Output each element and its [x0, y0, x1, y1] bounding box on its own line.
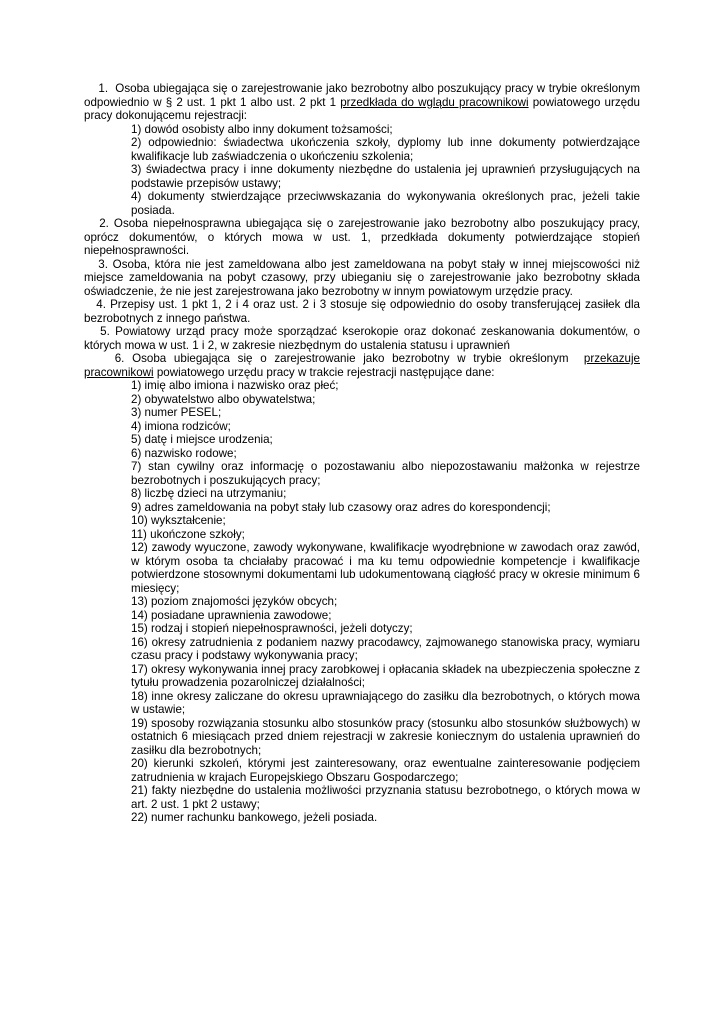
list-item: 13) poziom znajomości języków obcych;	[131, 595, 338, 608]
list-item: 1) dowód osobisty albo inny dokument tożsamości;	[131, 122, 393, 136]
list-item: 3) numer PESEL;	[131, 406, 222, 419]
paragraph-1-text-b: powiatowego urzędu pracy dokonującemu rejestracji:	[84, 95, 640, 122]
list-item: 2) obywatelstwo albo obywatelstwa;	[131, 392, 316, 406]
list-item: 10) wykształcenie;	[131, 514, 226, 527]
paragraph-1-text-a: 1. Osoba ubiegająca się o zarejestrowanie jako bezrobotny albo poszukujący pracy w trybie określonym odpowiednio w § 2 ust. 1 pkt 1 albo ust. 2 pkt 1	[84, 82, 640, 109]
list-item: 22) numer rachunku bankowego, jeżeli posiada.	[131, 811, 378, 824]
paragraph-5: 5. Powiatowy urząd pracy może sporządzać kserokopie oraz dokonać zeskanowania dokumentów, o których mowa w ust. 1 i 2, w zakresie niezbędnym do ustalenia statusu i uprawnień	[84, 325, 640, 352]
list-item: 12) zawody wyuczone, zawody wykonywane, kwalifikacje wyodrębnione w zawodach oraz zawód, w którym osoba ta chciałaby pracować i ma ku temu odpowiednie kompetencje i kwalifikacje potwierdzone stosownymi dokumentami lub udokumentowaną ciągłość pracy w okresie minimum 6 miesięcy;	[131, 541, 640, 595]
list-item: 21) fakty niezbędne do ustalenia możliwości przyznania statusu bezrobotnego, o których mowa w art. 2 ust. 1 pkt 2 ustawy;	[131, 784, 640, 811]
list-item: 4) imiona rodziców;	[131, 419, 231, 433]
list-item: 16) okresy zatrudnienia z podaniem nazwy pracodawcy, zajmowanego stanowiska pracy, wymiaru czasu pracy i podstawy wykonywania pracy;	[131, 635, 640, 662]
paragraph-1	[84, 82, 640, 123]
list-item: 8) liczbę dzieci na utrzymaniu;	[131, 487, 287, 500]
list-item: 2) odpowiednio: świadectwa ukończenia szkoły, dyplomy lub inne dokumenty potwierdzające kwalifikacje lub zaświadczenia o ukończeniu szkolenia;	[131, 136, 640, 163]
document-body	[84, 82, 640, 825]
list-item: 11) ukończone szkoły;	[131, 527, 245, 541]
list-item: 6) nazwisko rodowe;	[131, 446, 237, 460]
list-item: 4) dokumenty stwierdzające przeciwwskazania do wykonywania określonych prac, jeżeli takie posiada.	[131, 190, 640, 217]
paragraph-6	[84, 352, 640, 379]
list-item: 5) datę i miejsce urodzenia;	[131, 433, 273, 446]
list-item: 3) świadectwa pracy i inne dokumenty niezbędne do ustalenia jej uprawnień przysługujących na podstawie przepisów ustawy;	[131, 163, 640, 190]
list-item: 1) imię albo imiona i nazwisko oraz płeć;	[131, 379, 339, 392]
list-item: 15) rodzaj i stopień niepełnosprawności, jeżeli dotyczy;	[131, 622, 413, 635]
paragraph-6-text-b: powiatowego urzędu pracy w trakcie rejestracji następujące dane:	[153, 365, 495, 379]
paragraph-6-text-a: 6. Osoba ubiegająca się o zarejestrowanie jako bezrobotny w trybie określonym	[84, 352, 584, 365]
list-item: 7) stan cywilny oraz informację o pozostawaniu albo niepozostawaniu małżonka w rejestrze bezrobotnych i poszukujących pracy;	[131, 460, 640, 487]
list-item: 18) inne okresy zaliczane do okresu uprawniającego do zasiłku dla bezrobotnych, o których mowa w ustawie;	[131, 689, 640, 716]
paragraph-1-list	[84, 123, 640, 218]
paragraph-6-underlined: przekazuje pracownikowi	[84, 352, 640, 379]
paragraph-6-list	[84, 379, 640, 825]
paragraph-1-underlined: przedkłada do wglądu pracownikowi	[340, 95, 529, 109]
paragraph-3: 3. Osoba, która nie jest zameldowana albo jest zameldowana na pobyt stały w innej miejscowości niż miejsce zameldowania na pobyt czasowy, przy ubieganiu się o zarejestrowanie jako bezrobotny składa oświadczenie, że nie jest zarejestrowana jako bezrobotny w innym powiatowym urzędzie pracy.	[84, 257, 640, 298]
paragraph-4: 4. Przepisy ust. 1 pkt 1, 2 i 4 oraz ust. 2 i 3 stosuje się odpowiednio do osoby transferującej zasiłek dla bezrobotnych z innego państwa.	[84, 298, 640, 325]
list-item: 20) kierunki szkoleń, którymi jest zainteresowany, oraz ewentualne zainteresowanie podjęciem zatrudnienia w krajach Europejskiego Obszaru Gospodarczego;	[131, 757, 640, 784]
list-item: 17) okresy wykonywania innej pracy zarobkowej i opłacania składek na ubezpieczenia społeczne z tytułu prowadzenia pozarolniczej działalności;	[131, 662, 640, 689]
list-item: 19) sposoby rozwiązania stosunku albo stosunków pracy (stosunku albo stosunków służbowych) w ostatnich 6 miesiącach przed dniem rejestracji w zakresie koniecznym do ustalenia uprawnień do zasiłku dla bezrobotnych;	[131, 716, 640, 757]
list-item: 14) posiadane uprawnienia zawodowe;	[131, 608, 332, 622]
list-item: 9) adres zameldowania na pobyt stały lub czasowy oraz adres do korespondencji;	[131, 500, 551, 514]
paragraph-2: 2. Osoba niepełnosprawna ubiegająca się o zarejestrowanie jako bezrobotny albo poszukujący pracy, oprócz dokumentów, o których mowa w ust. 1, przedkłada dokumenty potwierdzające stopień niepełnosprawności.	[84, 217, 640, 257]
